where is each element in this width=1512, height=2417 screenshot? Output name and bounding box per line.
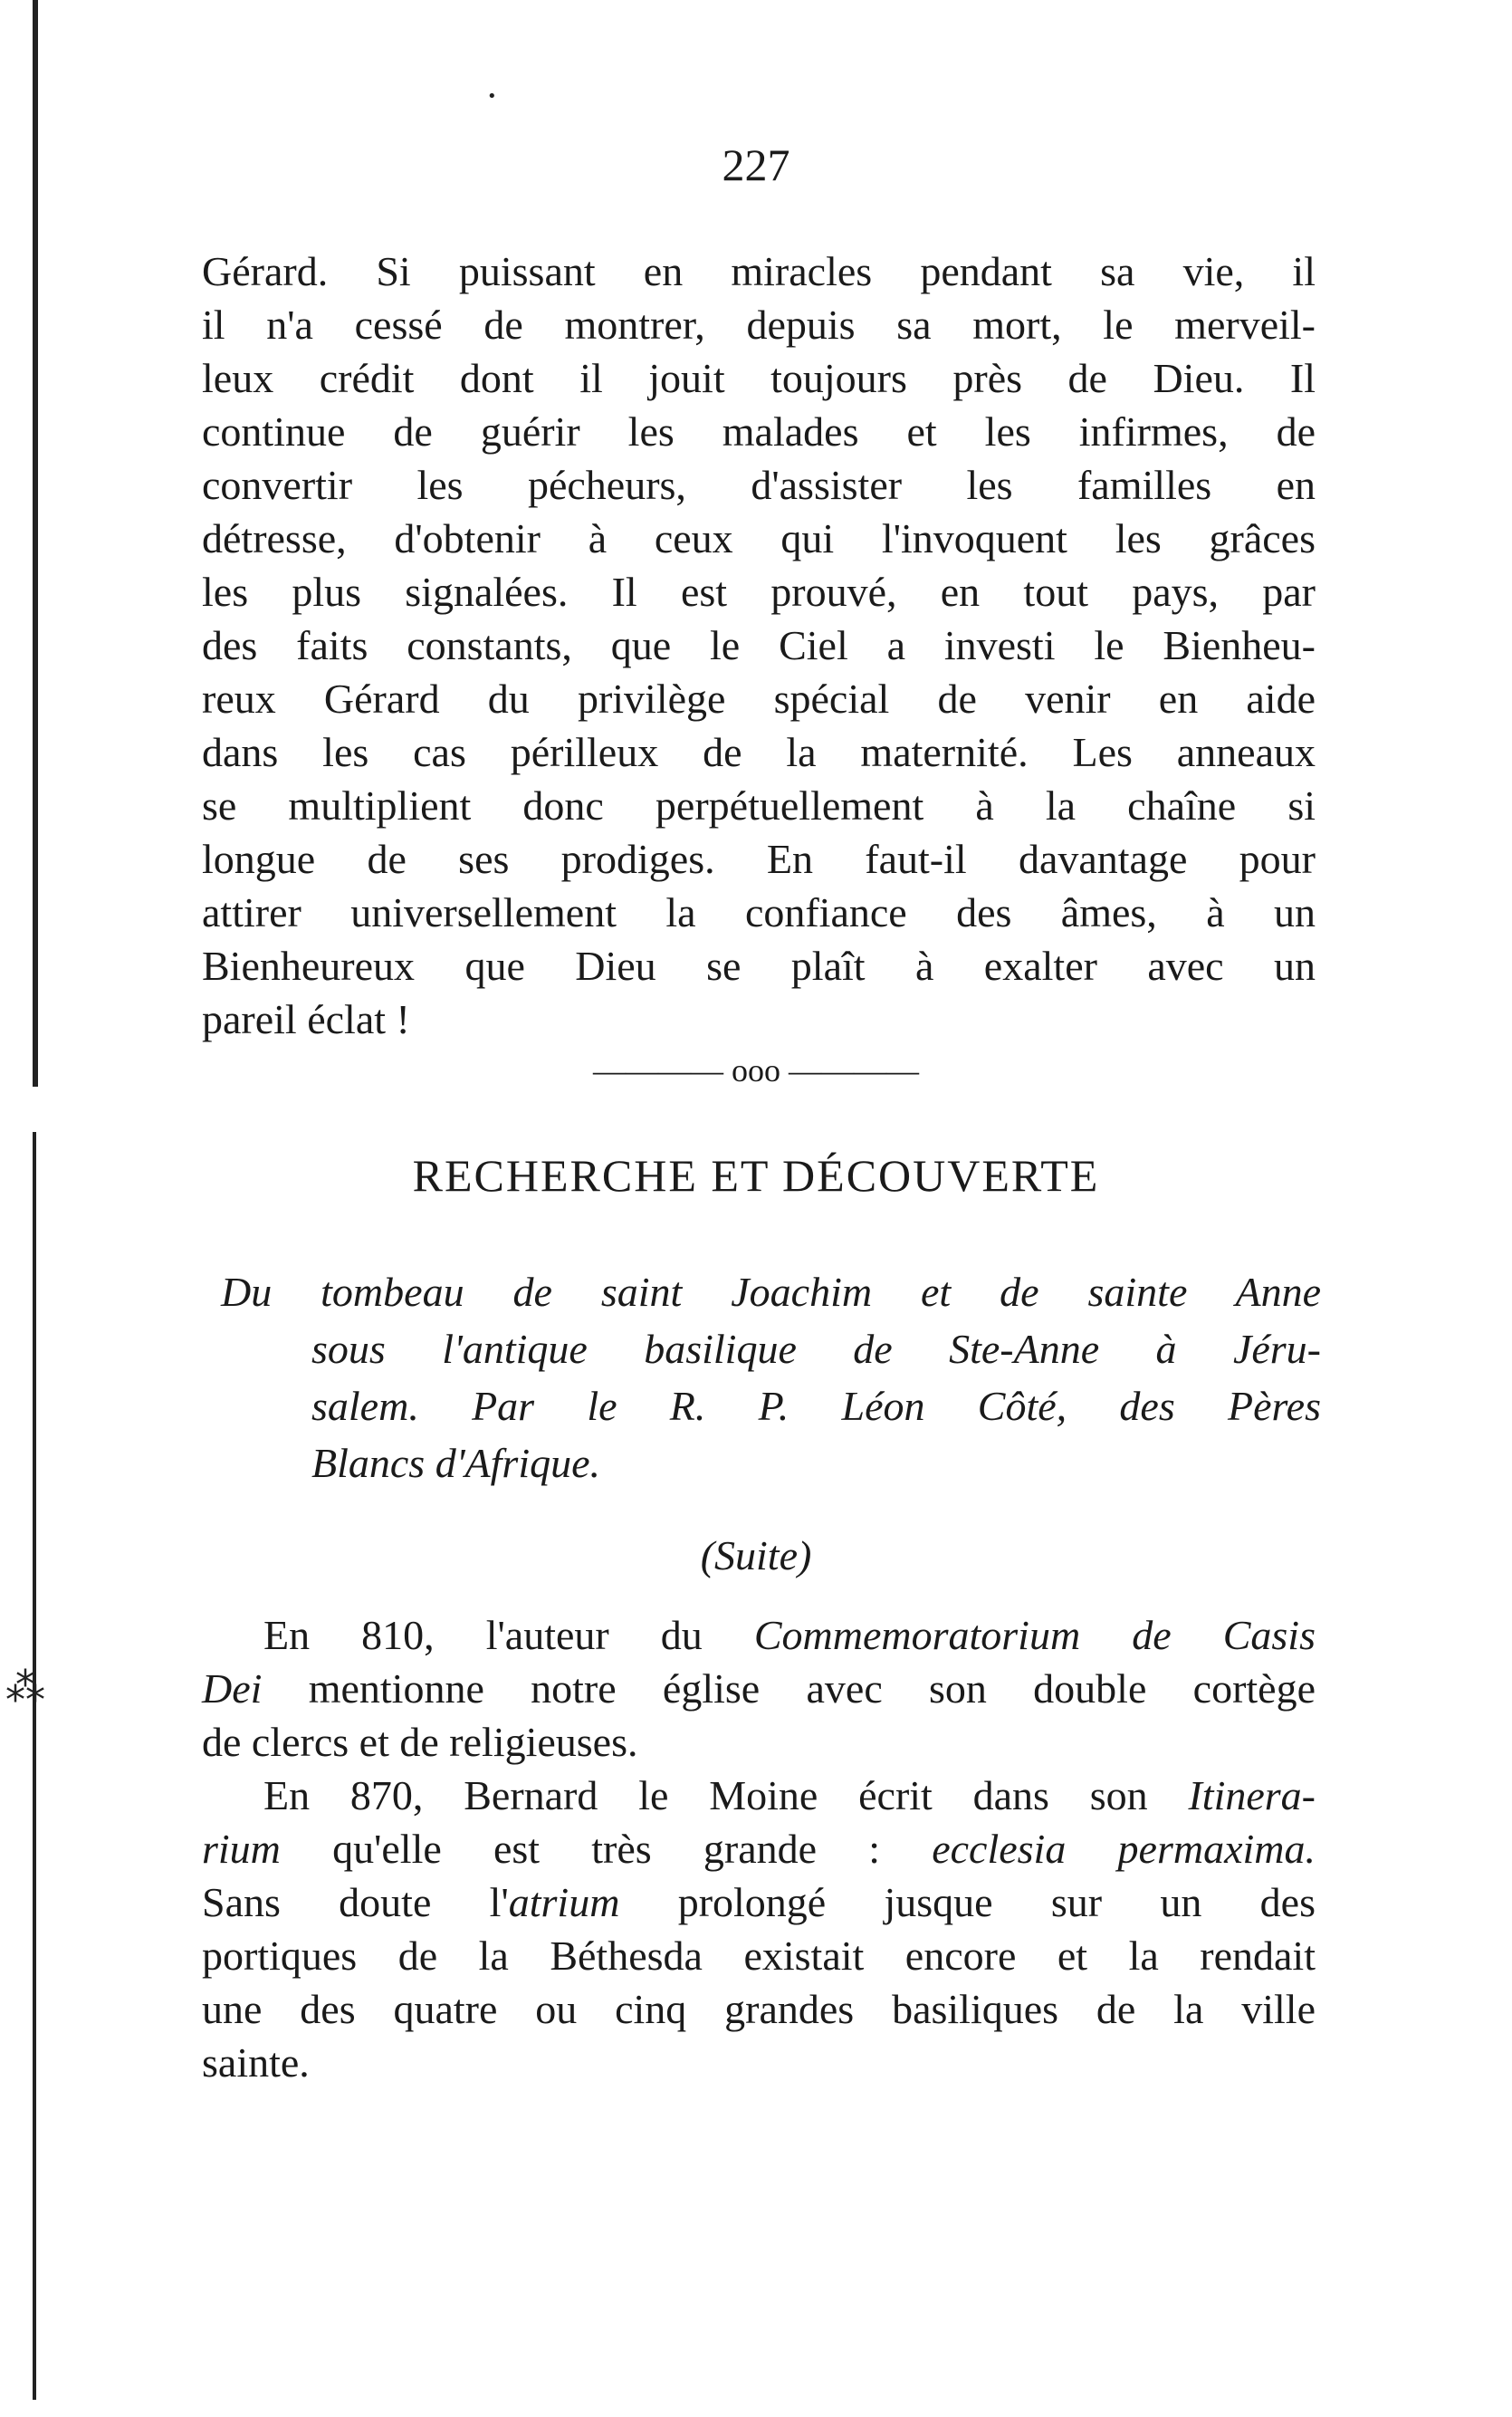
work-title: Itinera- [1188,1772,1316,1818]
text-line: se multiplient donc perpétuellement à la chaîne si [202,782,1316,829]
text-line [202,1769,1316,1822]
scan-dot: • [487,87,497,106]
section-separator: ———— ooo ———— [593,1052,919,1089]
text-line: des faits constants, que le Ciel a investi le Bienheu- [202,622,1316,668]
text-line: sainte. [202,2039,310,2086]
text-line: dans les cas périlleux de la maternité. Les anneaux [202,729,1316,775]
latin-quote: ecclesia permaxima. [932,1826,1316,1872]
scan-mark-icon: ⁂ [5,1664,45,1711]
text-line [202,1608,1316,1662]
text-line: une des quatre ou cinq grandes basiliques de la ville [202,1986,1316,2032]
text-line [202,1662,1316,1715]
subtitle-line: sous l'antique basilique de Ste-Anne à Jéru- [311,1326,1321,1372]
text-line: convertir les pécheurs, d'assister les familles en [202,462,1316,508]
text-run: En 810, l'auteur du [263,1612,754,1658]
page-number: 227 [722,139,790,190]
margin-line-bottom [33,1132,36,2400]
text-line: attirer universellement la confiance des âmes, à un [202,889,1316,935]
paragraph-870 [202,1769,1316,2089]
paragraph-continuation [202,245,1316,1046]
paragraph-810 [202,1608,1316,1769]
text-run: mentionne notre église avec son double cortège [262,1665,1316,1712]
text-line [202,1875,1316,1929]
text-line: pareil éclat ! [202,996,410,1042]
suite-label: (Suite) [700,1532,812,1578]
work-title: Dei [202,1665,263,1712]
text-line: Gérard. Si puissant en miracles pendant sa vie, il [202,248,1316,294]
text-line: il n'a cessé de montrer, depuis sa mort, le merveil- [202,302,1316,348]
text-line: les plus signalées. Il est prouvé, en tout pays, par [202,569,1316,615]
work-title: Commemoratorium de Casis [753,1612,1316,1658]
text-run: Sans doute l' [202,1879,509,1925]
subtitle-line: Du tombeau de saint Joachim et de sainte Anne [221,1269,1321,1315]
section-title: RECHERCHE ET DÉCOUVERTE [412,1150,1100,1201]
text-line: de clercs et de religieuses. [202,1719,638,1765]
subtitle-line: salem. Par le R. P. Léon Côté, des Pères [311,1383,1321,1429]
text-run: qu'elle est très grande : [280,1826,933,1872]
text-line: leux crédit dont il jouit toujours près de Dieu. Il [202,355,1316,401]
latin-term: atrium [508,1879,620,1925]
section-subtitle [221,1263,1321,1491]
text-run: prolongé jusque sur un des [619,1879,1316,1925]
text-line [202,1822,1316,1875]
text-line: portiques de la Béthesda existait encore et la rendait [202,1933,1316,1979]
text-line: reux Gérard du privilège spécial de venir en aide [202,676,1316,722]
text-line: continue de guérir les malades et les infirmes, de [202,408,1316,455]
text-line: Bienheureux que Dieu se plaît à exalter avec un [202,943,1316,989]
text-line: détresse, d'obtenir à ceux qui l'invoquent les grâces [202,515,1316,561]
text-line: longue de ses prodiges. En faut-il davantage pour [202,836,1316,882]
subtitle-line: Blancs d'Afrique. [311,1440,601,1486]
text-run: En 870, Bernard le Moine écrit dans son [263,1772,1189,1818]
work-title: rium [202,1826,281,1872]
